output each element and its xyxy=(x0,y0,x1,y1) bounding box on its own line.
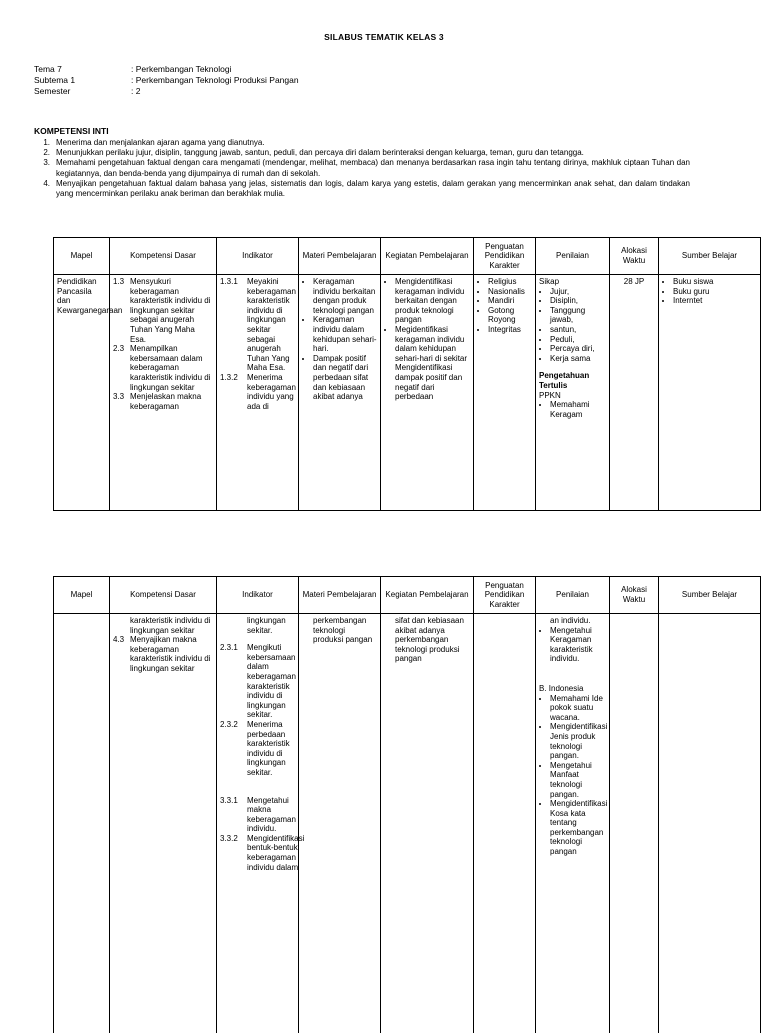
list-item: • Mandiri xyxy=(488,296,532,306)
materi-list xyxy=(302,277,377,402)
header-indikator: Indikator xyxy=(217,577,299,614)
sumber-list xyxy=(662,277,757,306)
ki-number: 4. xyxy=(34,179,56,199)
list-item: • Jujur, xyxy=(550,287,606,297)
kd-item xyxy=(113,392,213,411)
cell-alokasi xyxy=(610,275,659,511)
header-sumber: Sumber Belajar xyxy=(659,238,761,275)
silabus-table-page-2 xyxy=(53,576,761,1033)
meta-row-semester xyxy=(34,86,299,97)
cell-karakter xyxy=(474,275,536,511)
kd-text: karakteristik individu di lingkungan sekitar xyxy=(130,616,213,635)
karakter-list xyxy=(477,277,532,335)
header-penilaian: Penilaian xyxy=(536,577,610,614)
list-item: • Percaya diri, xyxy=(550,344,606,354)
kd-number xyxy=(113,616,130,635)
bindo-list xyxy=(539,694,606,857)
list-item: • Gotong Royong xyxy=(488,306,532,325)
cell-kompetensi-dasar xyxy=(110,275,217,511)
header-alokasi: Alokasi Waktu xyxy=(610,577,659,614)
list-item: • Keragaman individu dalam kehidupan sehari-hari. xyxy=(313,315,377,353)
indikator-item xyxy=(220,796,295,834)
kd-number: 4.3 xyxy=(113,635,130,673)
kd-text: Menyajikan makna keberagaman karakteristik individu di lingkungan sekitar xyxy=(130,635,213,673)
ki-text: Memahami pengetahuan faktual dengan cara mengamati (mendengar, melihat, membaca) dan menanya berdasarkan rasa ingin tahu tentang dirinya, makhluk ciptaan Tuhan dan kegiatannya, dan benda-benda yang dijumpainya di rumah dan di sekolah. xyxy=(56,158,690,178)
meta-label: Semester xyxy=(34,86,131,97)
header-materi: Materi Pembelajaran xyxy=(299,577,381,614)
cell-mapel xyxy=(54,275,110,511)
indikator-number: 3.3.1 xyxy=(220,796,247,834)
indikator-text: lingkungan sekitar. xyxy=(247,616,295,635)
ki-number: 3. xyxy=(34,158,56,178)
list-item: • Integritas xyxy=(488,325,532,335)
list-item: • Mengidentifikasi keragaman individu berkaitan dengan produk teknologi pangan xyxy=(395,277,470,325)
ki-item xyxy=(34,158,690,178)
ki-item xyxy=(34,148,690,158)
indikator-text: Menerima keberagaman individu yang ada di xyxy=(247,373,296,411)
penilaian-text: an individu. xyxy=(539,616,606,626)
indikator-text: Menerima perbedaan karakteristik individu di lingkungan sekitar. xyxy=(247,720,295,778)
cell-kegiatan xyxy=(381,275,474,511)
materi-text: perkembangan teknologi produksi pangan xyxy=(302,616,377,645)
cell-indikator xyxy=(217,614,299,1033)
ki-item xyxy=(34,179,690,199)
list-item: • Dampak positif dan negatif dari perbedaan sifat dan kebiasaan akibat adanya xyxy=(313,354,377,402)
meta-label: Tema 7 xyxy=(34,64,131,75)
indikator-number: 1.3.2 xyxy=(220,373,247,411)
table-row xyxy=(54,275,761,511)
cell-karakter xyxy=(474,614,536,1033)
ppkn-list xyxy=(539,626,606,664)
ki-number: 2. xyxy=(34,148,56,158)
header-kompetensi-dasar: Kompetensi Dasar xyxy=(110,238,217,275)
list-item: • Religius xyxy=(488,277,532,287)
spacer xyxy=(220,635,295,643)
header-penilaian: Penilaian xyxy=(536,238,610,275)
indikator-number xyxy=(220,616,247,635)
meta-value: : Perkembangan Teknologi Produksi Pangan xyxy=(131,75,299,86)
ppkn-label: PPKN xyxy=(539,391,606,401)
kd-item xyxy=(113,616,213,635)
meta-row-tema xyxy=(34,64,299,75)
list-item: • Mengetahui Keragaman karakteristik individu. xyxy=(550,626,606,664)
spacer xyxy=(220,778,295,796)
indikator-text: Mengetahui makna keberagaman individu. xyxy=(247,796,296,834)
header-karakter: Penguatan Pendidikan Karakter xyxy=(474,577,536,614)
meta-value: : Perkembangan Teknologi xyxy=(131,64,232,75)
kd-item xyxy=(113,277,213,344)
indikator-text: Mengidentifikasi bentuk-bentuk keberagaman individu dalam xyxy=(247,834,304,872)
kegiatan-list xyxy=(384,277,470,402)
header-karakter: Penguatan Pendidikan Karakter xyxy=(474,238,536,275)
ppkn-list xyxy=(539,400,606,419)
cell-materi xyxy=(299,614,381,1033)
list-item: • Memahami Ide pokok suatu wacana. xyxy=(550,694,606,723)
list-item: • Mengidentifikasi Kosa kata tentang perkembangan teknologi pangan xyxy=(550,799,606,857)
kd-number: 3.3 xyxy=(113,392,130,411)
cell-alokasi xyxy=(610,614,659,1033)
spacer xyxy=(539,664,606,684)
kd-item xyxy=(113,635,213,673)
list-item: • Megidentifikasi keragaman individu dalam kehidupan sehari-hari di sekitar Mengidentifikasi dampak positif dan negatif dari perbedaan xyxy=(395,325,470,402)
cell-penilaian xyxy=(536,275,610,511)
list-item: • Peduli, xyxy=(550,335,606,345)
cell-indikator xyxy=(217,275,299,511)
indikator-item xyxy=(220,616,295,635)
cell-kegiatan xyxy=(381,614,474,1033)
list-item: • Keragaman individu berkaitan dengan produk teknologi pangan xyxy=(313,277,377,315)
list-item: • Mengetahui Manfaat teknologi pangan. xyxy=(550,761,606,799)
list-item: • Memahami Keragam xyxy=(550,400,606,419)
sikap-list xyxy=(539,287,606,364)
kd-number: 2.3 xyxy=(113,344,130,392)
ki-text: Menyajikan pengetahuan faktual dalam bahasa yang jelas, sistematis dan logis, dalam karya yang estetis, dalam gerakan yang mencerminkan anak sehat, dan dalam tindakan yang mencerminkan perilaku anak beriman dan berakhlak mulia. xyxy=(56,179,690,199)
cell-kompetensi-dasar xyxy=(110,614,217,1033)
list-item: • Buku guru xyxy=(673,287,757,297)
cell-sumber xyxy=(659,275,761,511)
list-item: • Mengidentifikasi Jenis produk teknologi pangan. xyxy=(550,722,606,760)
indikator-number: 3.3.2 xyxy=(220,834,247,872)
header-mapel: Mapel xyxy=(54,577,110,614)
indikator-number: 2.3.2 xyxy=(220,720,247,778)
ki-item xyxy=(34,138,690,148)
kd-item xyxy=(113,344,213,392)
list-item: • Interntet xyxy=(673,296,757,306)
list-item: • Disiplin, xyxy=(550,296,606,306)
indikator-text: Meyakini keberagaman karakteristik individu di lingkungan sekitar sebagai anugerah Tuhan Yang Maha Esa. xyxy=(247,277,296,373)
cell-mapel xyxy=(54,614,110,1033)
kd-number: 1.3 xyxy=(113,277,130,344)
header-kegiatan: Kegiatan Pembelajaran xyxy=(381,238,474,275)
indikator-item xyxy=(220,277,295,373)
kd-text: Menjelaskan makna keberagaman xyxy=(130,392,213,411)
list-item: • Kerja sama xyxy=(550,354,606,364)
table-header-row xyxy=(54,238,761,275)
pengetahuan-label: Pengetahuan xyxy=(539,371,606,381)
indikator-item xyxy=(220,834,295,872)
document-title: SILABUS TEMATIK KELAS 3 xyxy=(0,32,768,42)
ki-text: Menerima dan menjalankan ajaran agama yang dianutnya. xyxy=(56,138,690,148)
table-header-row xyxy=(54,577,761,614)
list-item: • Tanggung jawab, xyxy=(550,306,606,325)
alokasi-text: 28 JP xyxy=(624,277,644,286)
cell-materi xyxy=(299,275,381,511)
cell-sumber xyxy=(659,614,761,1033)
silabus-table-page-1 xyxy=(53,237,761,511)
tertulis-label: Tertulis xyxy=(539,381,606,391)
spacer xyxy=(539,363,606,371)
meta-row-subtema xyxy=(34,75,299,86)
indikator-number: 1.3.1 xyxy=(220,277,247,373)
header-materi: Materi Pembelajaran xyxy=(299,238,381,275)
kompetensi-inti-heading: KOMPETENSI INTI xyxy=(34,126,109,136)
indikator-text: Mengikuti kebersamaan dalam keberagaman karakteristik individu di lingkungan sekitar. xyxy=(247,643,296,720)
indikator-number: 2.3.1 xyxy=(220,643,247,720)
list-item: • Buku siswa xyxy=(673,277,757,287)
sikap-label: Sikap xyxy=(539,277,606,287)
kegiatan-text: sifat dan kebiasaan akibat adanya perkembangan teknologi produksi pangan xyxy=(384,616,470,664)
list-item: • santun, xyxy=(550,325,606,335)
kd-text: Menampilkan kebersamaan dalam keberagaman karakteristik individu di lingkungan sekitar xyxy=(130,344,213,392)
indikator-item xyxy=(220,373,295,411)
kompetensi-inti-list xyxy=(34,138,690,199)
table-row xyxy=(54,614,761,1033)
cell-penilaian xyxy=(536,614,610,1033)
header-kegiatan: Kegiatan Pembelajaran xyxy=(381,577,474,614)
indikator-item xyxy=(220,643,295,720)
bindo-label: B. Indonesia xyxy=(539,684,606,694)
header-sumber: Sumber Belajar xyxy=(659,577,761,614)
document-meta xyxy=(34,64,299,97)
kd-text: Mensyukuri keberagaman karakteristik individu di lingkungan sekitar sebagai anugerah Tuhan Yang Maha Esa. xyxy=(130,277,213,344)
meta-value: : 2 xyxy=(131,86,140,97)
meta-label: Subtema 1 xyxy=(34,75,131,86)
mapel-text: Pendidikan Pancasila dan Kewarganegaraan xyxy=(57,277,122,315)
header-kompetensi-dasar: Kompetensi Dasar xyxy=(110,577,217,614)
header-indikator: Indikator xyxy=(217,238,299,275)
ki-text: Menunjukkan perilaku jujur, disiplin, tanggung jawab, santun, peduli, dan percaya diri dalam berinteraksi dengan keluarga, teman, guru dan tetangga. xyxy=(56,148,690,158)
ki-number: 1. xyxy=(34,138,56,148)
indikator-item xyxy=(220,720,295,778)
list-item: • Nasionalis xyxy=(488,287,532,297)
header-alokasi: Alokasi Waktu xyxy=(610,238,659,275)
header-mapel: Mapel xyxy=(54,238,110,275)
